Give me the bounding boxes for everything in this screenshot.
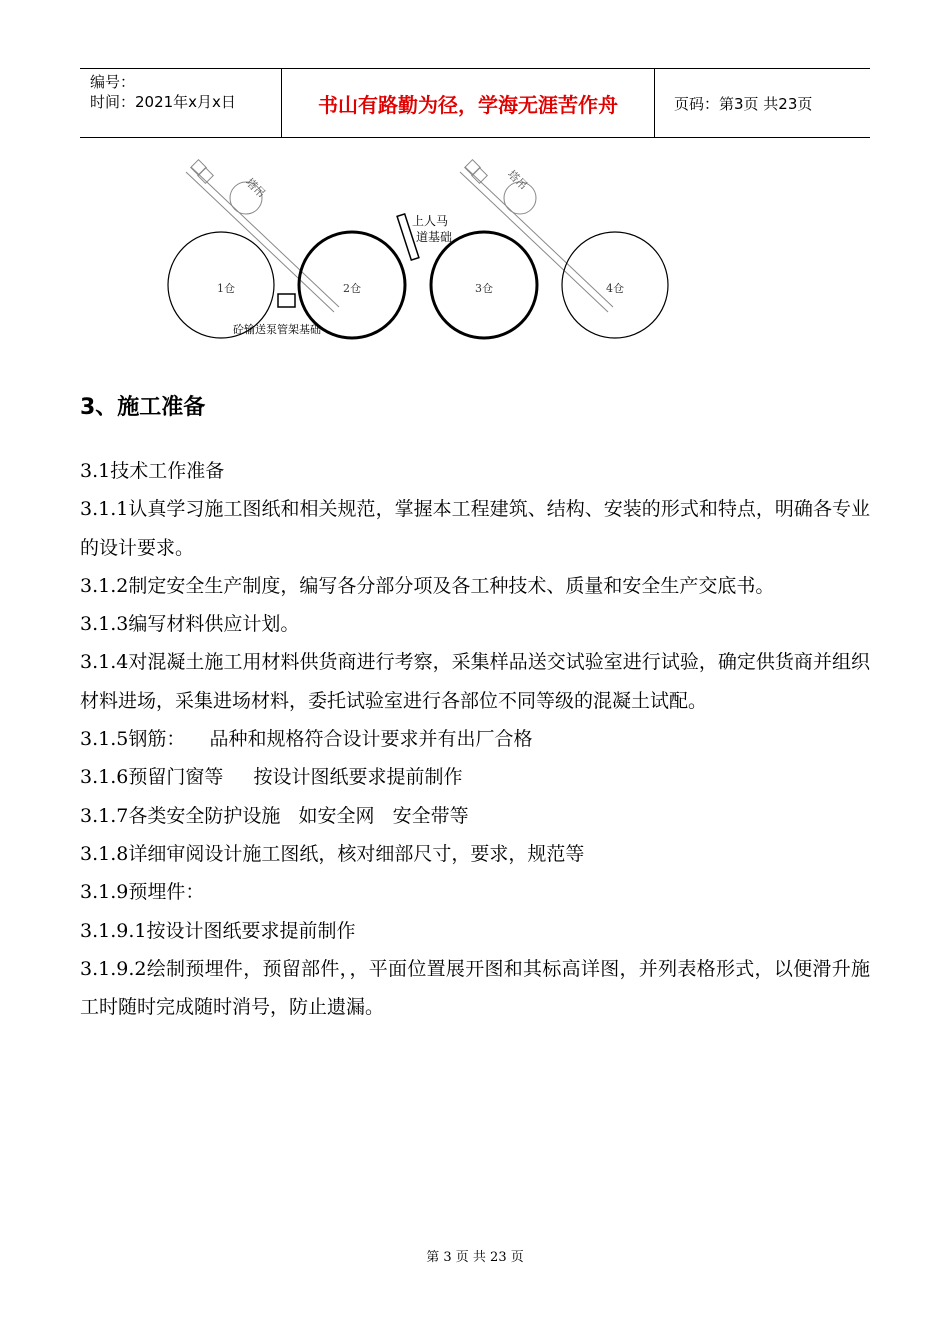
paragraph: 3.1技术工作准备 <box>80 460 225 482</box>
section-body <box>80 452 870 1026</box>
silo-label-4: 4仓 <box>606 282 624 295</box>
paragraph: 3.1.3编写材料供应计划。 <box>80 613 300 636</box>
page-info-text: 页码：第3页 共23页 <box>674 94 813 113</box>
paragraph: 3.1.9.2绘制预埋件，预留部件，，平面位置展开图和其标高详图，并列表格形式，以便滑升施工时随时完成随时消号，防止遗漏。 <box>80 957 870 1019</box>
silo-label-1: 1仓 <box>217 282 235 295</box>
paragraph: 3.1.6预留门窗等 按设计图纸要求提前制作 <box>80 766 463 789</box>
section-title: 3、施工准备 <box>80 395 206 420</box>
pump-pipe-foundation <box>278 294 295 307</box>
paragraph: 3.1.7各类安全防护设施 如安全网 安全带等 <box>80 804 469 827</box>
paragraph: 3.1.1认真学习施工图纸和相关规范，掌握本工程建筑、结构、安装的形式和特点，明确各专业的设计要求。 <box>80 498 870 559</box>
paragraph: 3.1.5钢筋： 品种和规格符合设计要求并有出厂合格 <box>80 728 533 751</box>
pump-pipe-label: 砼输送泵管架基础 <box>233 323 321 336</box>
silo-label-3: 3仓 <box>475 282 493 295</box>
header-page-info <box>664 69 870 137</box>
paragraph: 3.1.9.1按设计图纸要求提前制作 <box>80 919 356 942</box>
paragraph: 3.1.4对混凝土施工用材料供货商进行考察，采集样品送交试验室进行试验，确定供货商并组织材料进场，采集进场材料，委托试验室进行各部位不同等级的混凝土试配。 <box>80 651 870 712</box>
paragraph: 3.1.9预埋件： <box>80 881 205 904</box>
page-footer: 第 3 页 共 23 页 <box>426 1250 524 1265</box>
header-motto: 书山有路勤为径，学海无涯苦作舟 <box>281 69 655 137</box>
site-layout-diagram <box>150 150 690 350</box>
tower-crane-label-1: 塔吊 <box>243 175 268 201</box>
header-left-cell <box>80 69 280 137</box>
personnel-ramp-label-1: 上人马 <box>412 214 449 228</box>
silo-label-2: 2仓 <box>343 282 361 295</box>
personnel-ramp-label-2: 道基础 <box>416 230 453 244</box>
paragraph: 3.1.8详细审阅设计施工图纸，核对细部尺寸，要求，规范等 <box>80 842 585 865</box>
time-label: 时间：2021年x月x日 <box>90 93 236 111</box>
tower-crane-1 <box>186 160 339 312</box>
number-label: 编号： <box>90 73 136 91</box>
tower-crane-label-2: 塔吊 <box>505 167 530 193</box>
paragraph: 3.1.2制定安全生产制度，编写各分部分项及各工种技术、质量和安全生产交底书。 <box>80 574 775 597</box>
page-header-table <box>80 68 870 138</box>
